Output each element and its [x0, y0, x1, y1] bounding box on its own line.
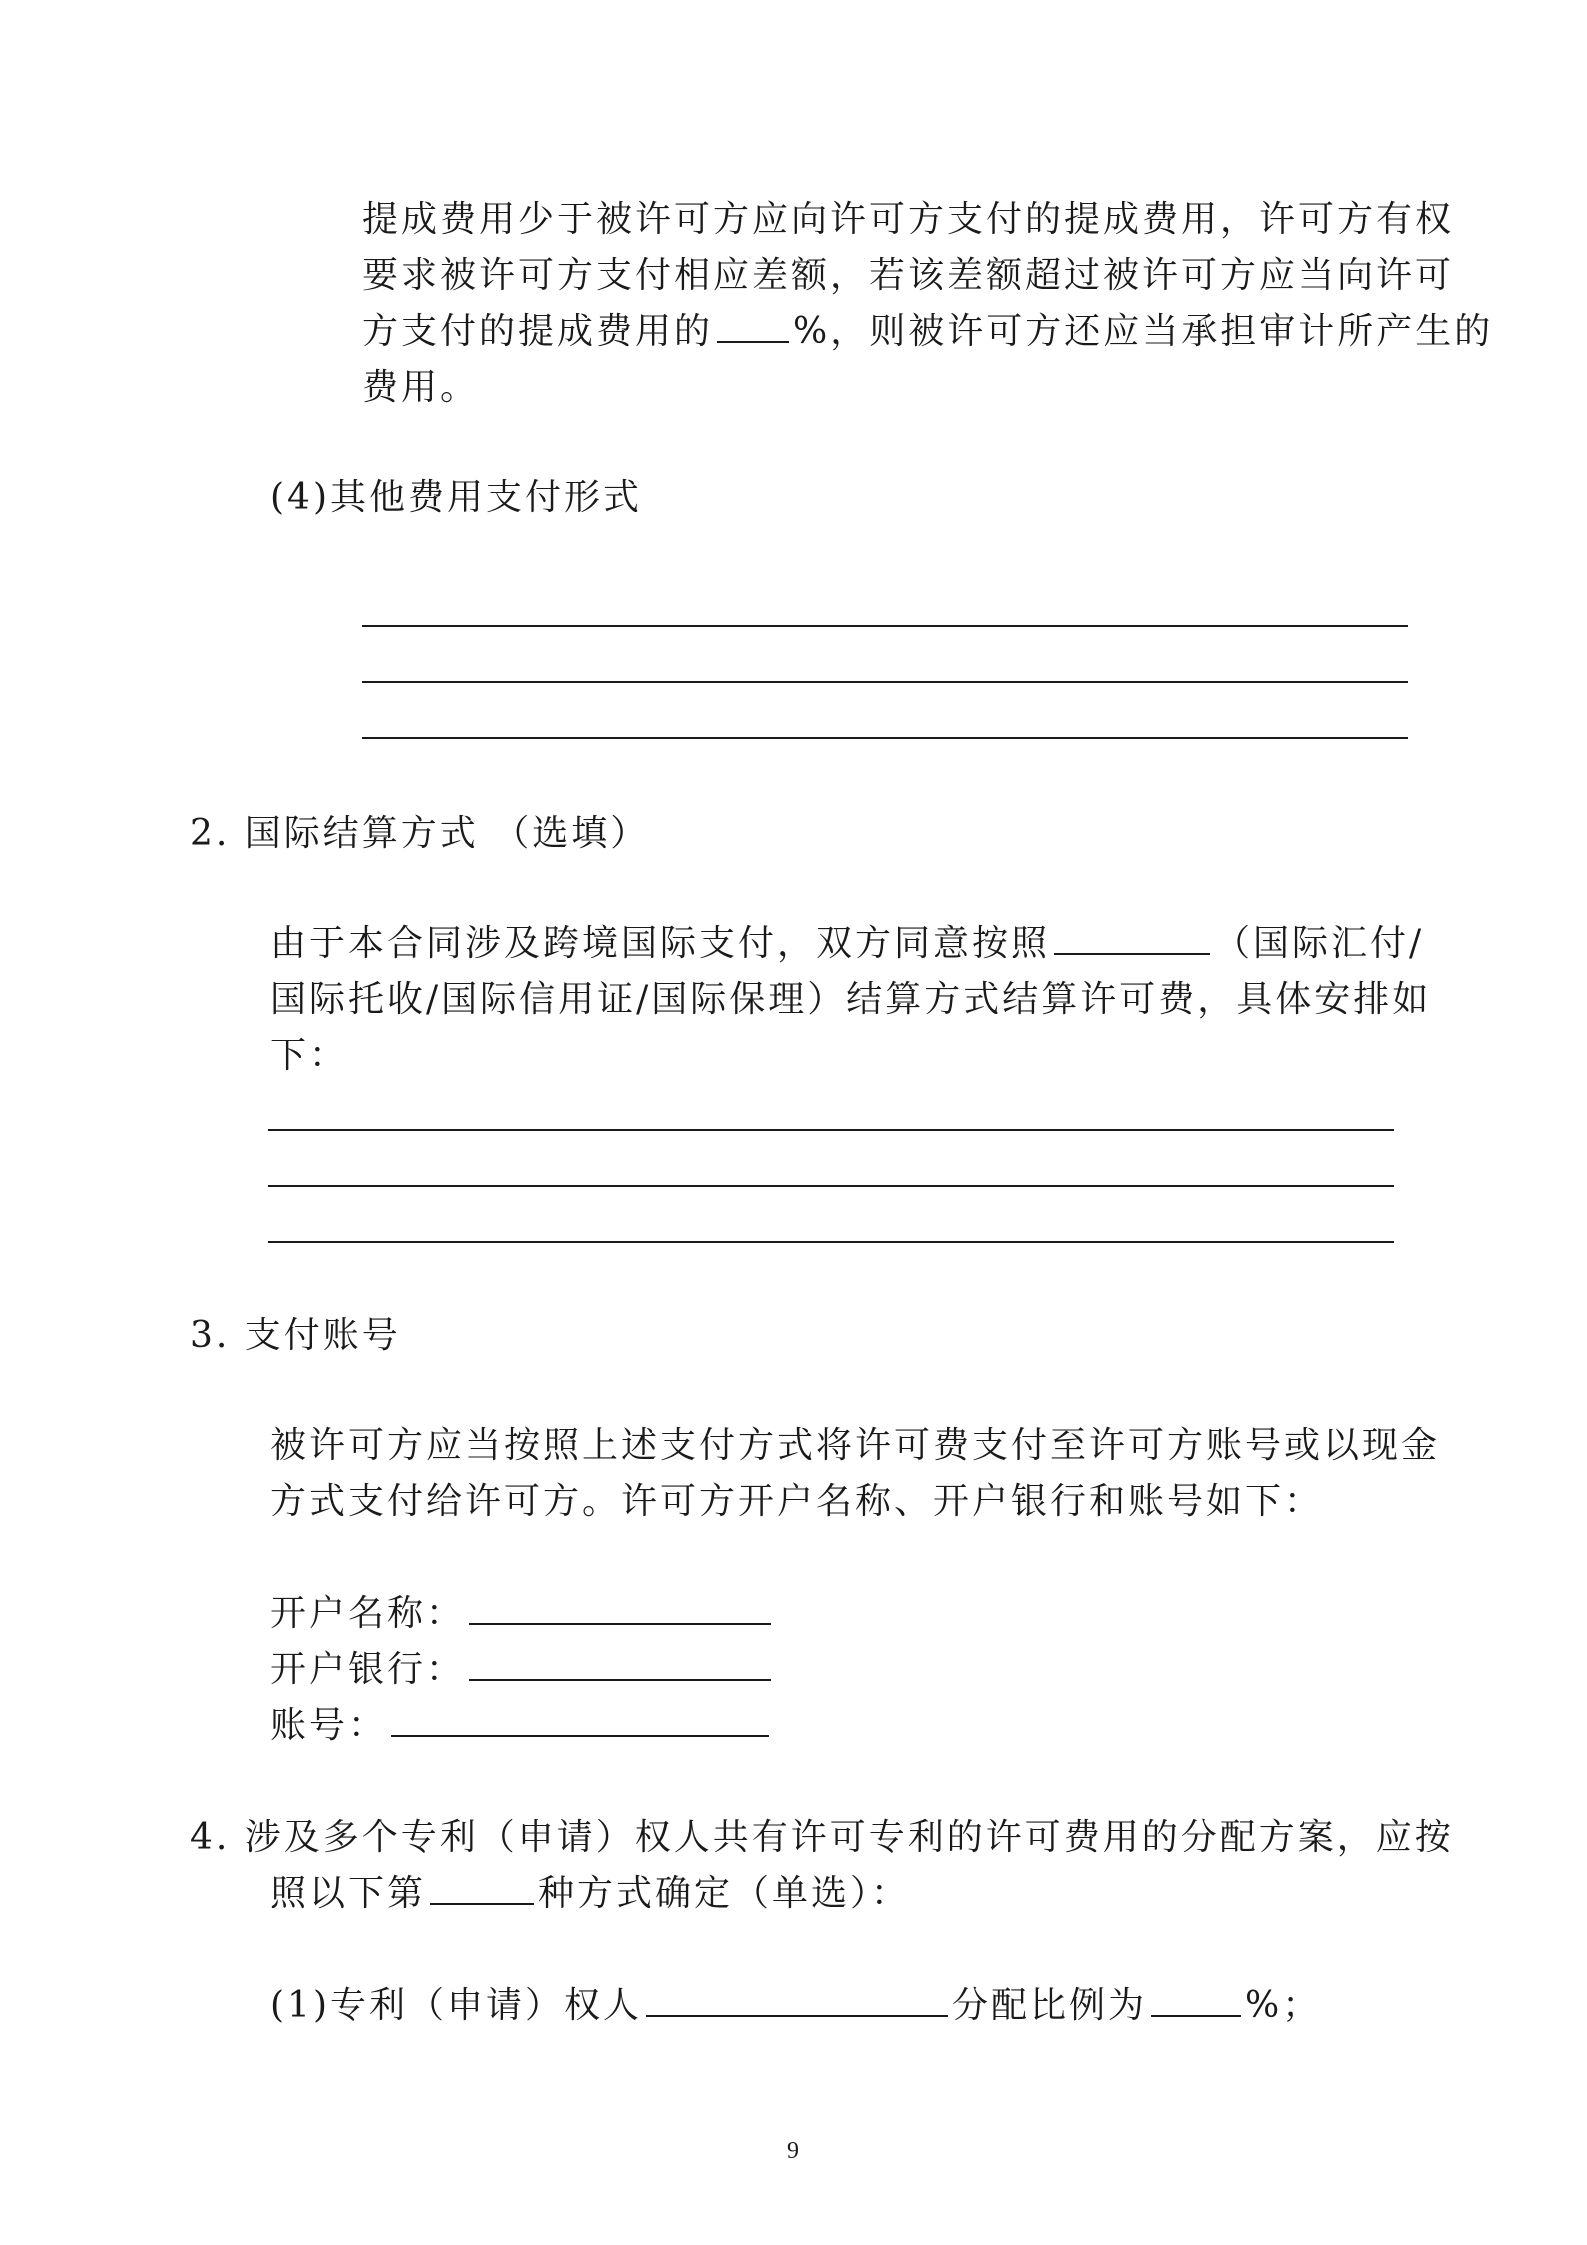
paragraph-line [270, 1868, 910, 1920]
paragraph-line [270, 1420, 1440, 1472]
bank-blank[interactable] [469, 1645, 771, 1681]
bank-row [270, 1644, 775, 1696]
section-heading [190, 1310, 401, 1362]
patentee-name-blank[interactable] [646, 1981, 948, 2017]
section-title: 4. 涉及多个专利（申请）权人共有许可专利的许可费用的分配方案，应按 [190, 1817, 1454, 1858]
settlement-method-blank[interactable] [1054, 919, 1210, 955]
text: 下： [270, 1035, 349, 1076]
text: 方支付的提成费用的 [362, 311, 714, 352]
text: 费用。 [362, 367, 480, 408]
account-name-label: 开户名称： [270, 1593, 466, 1634]
ratio-blank[interactable] [1151, 1981, 1241, 2017]
account-name-row [270, 1588, 775, 1640]
section-title: 2. 国际结算方式 （选填） [190, 813, 650, 854]
text: （国际汇付/ [1214, 923, 1425, 964]
text: 种方式确定（单选）： [538, 1873, 911, 1914]
section-heading [190, 808, 649, 860]
text: %； [1245, 1985, 1322, 2026]
text: 被许可方应当按照上述支付方式将许可费支付至许可方账号或以现金 [270, 1425, 1441, 1466]
fill-in-line[interactable] [268, 1185, 1394, 1187]
account-number-label: 账号： [270, 1705, 388, 1746]
paragraph-line [270, 1030, 348, 1082]
paragraph-line [362, 362, 479, 414]
paragraph-line [270, 974, 1431, 1026]
account-number-blank[interactable] [391, 1701, 769, 1737]
account-name-blank[interactable] [469, 1589, 771, 1625]
text: %，则被许可方还应当承担审计所产生的 [793, 311, 1494, 352]
paragraph-line [362, 194, 1454, 246]
item-heading [270, 472, 642, 524]
page-number: 9 [787, 2138, 799, 2164]
option-number-blank[interactable] [430, 1869, 534, 1905]
item-label: (4)其他费用支付形式 [270, 477, 642, 518]
paragraph-line [362, 250, 1454, 302]
fill-in-line[interactable] [362, 737, 1408, 739]
paragraph-line [270, 918, 1424, 970]
fill-in-line[interactable] [362, 625, 1408, 627]
paragraph-line [362, 306, 1493, 358]
text: 国际托收/国际信用证/国际保理）结算方式结算许可费，具体安排如 [270, 979, 1432, 1020]
text: 照以下第 [270, 1873, 427, 1914]
text: 提成费用少于被许可方应向许可方支付的提成费用，许可方有权 [362, 199, 1455, 240]
fill-in-line[interactable] [362, 681, 1408, 683]
percent-blank[interactable] [717, 307, 789, 343]
section-heading [190, 1812, 1454, 1864]
section-title: 3. 支付账号 [190, 1315, 401, 1356]
fill-in-line[interactable] [268, 1241, 1394, 1243]
text: (1)专利（申请）权人 [270, 1985, 642, 2026]
text: 分配比例为 [952, 1985, 1148, 2026]
text: 方式支付给许可方。许可方开户名称、开户银行和账号如下： [270, 1481, 1324, 1522]
paragraph-line [270, 1476, 1323, 1528]
fill-in-line[interactable] [268, 1129, 1394, 1131]
account-number-row [270, 1700, 773, 1752]
text: 要求被许可方支付相应差额，若该差额超过被许可方应当向许可 [362, 255, 1455, 296]
option-line [270, 1980, 1321, 2032]
text: 由于本合同涉及跨境国际支付，双方同意按照 [270, 923, 1051, 964]
bank-label: 开户银行： [270, 1649, 466, 1690]
